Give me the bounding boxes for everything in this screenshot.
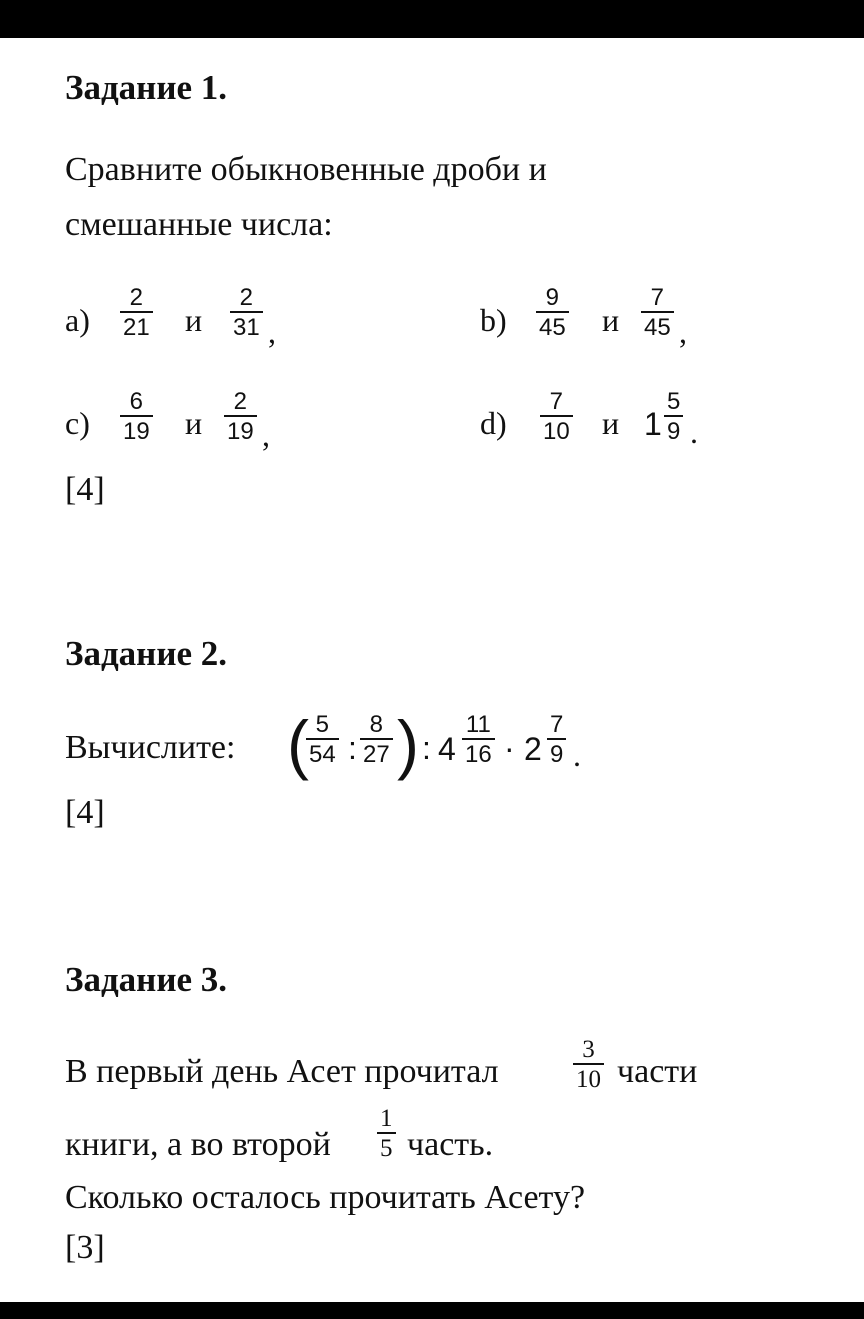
- expr-times: ·: [504, 730, 515, 766]
- item-d-punct: .: [690, 414, 698, 450]
- expr-mixed2-whole: 2: [524, 731, 542, 767]
- task3-line1-text: В первый день Асет прочитал: [65, 1053, 499, 1090]
- close-paren: ): [397, 707, 419, 781]
- item-b-fraction-2: $\frac{7}{45}$: [641, 285, 674, 341]
- expr-div-outer: :: [422, 730, 431, 766]
- expr-mixed1-whole: 4: [438, 731, 456, 767]
- task1-instruction-line1: Сравните обыкновенные дроби и: [65, 151, 547, 188]
- task3-line2-text: книги, а во второй: [65, 1126, 331, 1163]
- item-a-punct: ,: [268, 314, 276, 350]
- task2-points: [4]: [65, 794, 105, 831]
- item-b-label: b): [480, 302, 507, 338]
- item-b-punct: ,: [679, 314, 687, 350]
- item-c-label: с): [65, 405, 90, 441]
- item-c-fraction-1: $\frac{6}{19}$: [120, 389, 153, 445]
- item-d-and: и: [602, 405, 620, 441]
- expr-fraction-8-27: $\frac{8}{27}$: [360, 712, 393, 768]
- item-d-fraction-1: $\frac{7}{10}$: [540, 389, 573, 445]
- task1-instruction-line2: смешанные числа:: [65, 206, 333, 243]
- item-c-punct: ,: [262, 417, 270, 453]
- item-a-label: а): [65, 302, 90, 338]
- item-d-label: d): [480, 405, 507, 441]
- item-d-whole: 1: [644, 406, 662, 442]
- expr-div-inner: :: [348, 730, 357, 766]
- item-b-fraction-1: $\frac{9}{45}$: [536, 285, 569, 341]
- expr-fraction-11-16: $\frac{11}{16}$: [462, 712, 495, 768]
- task3-line2-after: часть.: [407, 1126, 494, 1163]
- task3-fraction-1-5: $\frac{1}{5}$: [377, 1106, 396, 1162]
- item-c-fraction-2: $\frac{2}{19}$: [224, 389, 257, 445]
- item-c-and: и: [185, 405, 203, 441]
- task3-heading: Задание 3.: [65, 960, 228, 999]
- bottom-black-bar: [0, 1302, 864, 1319]
- expr-end: .: [573, 737, 581, 773]
- item-b-and: и: [602, 302, 620, 338]
- task1-heading: Задание 1.: [65, 68, 228, 107]
- item-a-fraction-1: $\frac{2}{21}$: [120, 285, 153, 341]
- open-paren: (: [287, 707, 309, 781]
- task1-points: [4]: [65, 471, 105, 508]
- task2-prompt: Вычислите:: [65, 729, 236, 766]
- task2-heading: Задание 2.: [65, 634, 228, 673]
- task3-line1-after: части: [617, 1053, 698, 1090]
- item-a-fraction-2: $\frac{2}{31}$: [230, 285, 263, 341]
- task3-question: Сколько осталось прочитать Асету?: [65, 1179, 586, 1216]
- item-a-and: и: [185, 302, 203, 338]
- expr-fraction-5-54: $\frac{5}{54}$: [306, 712, 339, 768]
- expr-fraction-7-9: $\frac{7}{9}$: [547, 712, 566, 768]
- task3-points: [3]: [65, 1229, 105, 1266]
- task3-fraction-3-10: $\frac{3}{10}$: [573, 1037, 604, 1093]
- top-black-bar: [0, 0, 864, 38]
- item-d-fraction-2: $\frac{5}{9}$: [664, 389, 683, 445]
